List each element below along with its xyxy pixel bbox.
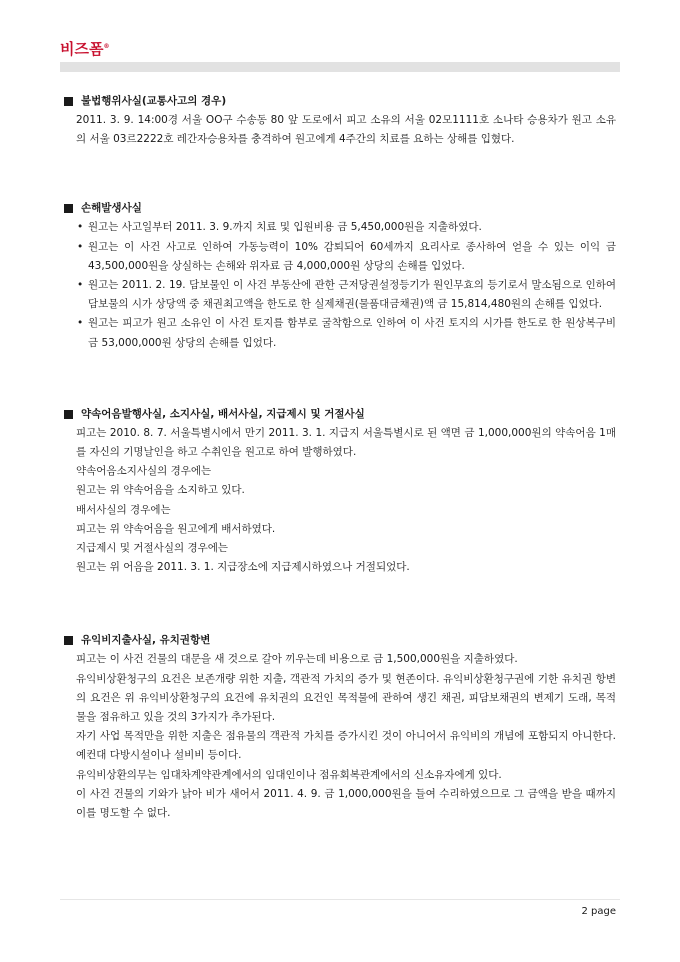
section-paragraph: 피고는 2010. 8. 7. 서울특별시에서 만기 2011. 3. 1. 지급지 서울특별시로 된 액면 금 1,000,000원의 약속어음 1매를 자신의 기명날인을 하고 수취인을 원고로 하여 발행하였다.: [76, 426, 616, 459]
footer-divider: [60, 899, 620, 900]
section-paragraph: 이 사건 건물의 기와가 낡아 비가 새어서 2011. 4. 9. 금 1,000,000원을 들여 수리하였으므로 그 금액을 받을 때까지 이를 명도할 수 없다.: [76, 787, 616, 820]
text-line: 원고는 위 어음을 2011. 3. 1. 지급장소에 지급제시하였으나 거절되었다.: [76, 561, 410, 574]
section-title: [64, 405, 616, 424]
square-bullet-icon: [64, 204, 73, 213]
square-bullet-icon: [64, 636, 73, 645]
bullet-dot-icon: •: [77, 317, 84, 330]
list-item: [64, 238, 616, 276]
list-item: [64, 314, 616, 352]
bullet-dot-icon: •: [77, 221, 84, 234]
section-title-text: 불법행위사실(교통사고의 경우): [81, 95, 227, 107]
text-line: 배서사실의 경우에는: [76, 503, 171, 516]
square-bullet-icon: [64, 97, 73, 106]
list-item-text: 원고는 이 사건 사고로 인하여 가동능력이 10% 감퇴되어 60세까지 요리사로 종사하여 얻을 수 있는 이익 금 43,500,000원을 상실하는 손해와 위자료 금 4,000,000원 상당의 손해를 입었다.: [88, 240, 616, 272]
text-line: 피고는 위 약속어음을 원고에게 배서하였다.: [76, 522, 276, 535]
section-useful-expense-facts: [64, 631, 616, 823]
document-body: [64, 92, 616, 823]
section-paragraph: 2011. 3. 9. 14:00경 서울 OO구 수송동 80 앞 도로에서 피고 소유의 서울 02모1111호 소나타 승용차가 원고 소유의 서울 03르2222호 레간자승용차를 충격하여 원고에게 4주간의 치료를 요하는 상해를 입혔다.: [76, 114, 616, 146]
section-paragraph: 자기 사업 목적만을 위한 지출은 점유물의 객관적 가치를 증가시킨 것이 아니어서 유익비의 개념에 포함되지 아니한다. 예컨대 다방시설이나 설비비 등이다.: [76, 730, 616, 762]
section-tort-facts: [64, 92, 616, 149]
list-item: [64, 218, 616, 237]
logo-text: 비즈폼: [60, 40, 104, 58]
section-title-text: 손해발생사실: [81, 202, 142, 215]
section-paragraph: 피고는 이 사건 건물의 대문을 새 것으로 갈아 끼우는데 비용으로 금 1,500,000원을 지출하였다.: [76, 653, 518, 666]
text-line: 원고는 위 약속어음을 소지하고 있다.: [76, 484, 245, 497]
section-title: [64, 631, 616, 650]
list-item-text: 원고는 2011. 2. 19. 담보물인 이 사건 부동산에 관한 근저당권설정등기가 원인무효의 등기로서 말소됨으로 인하여 담보물의 시가 상당액 중 채권최고액을 한도로 한 실제채권(물품대금채권)액 금 15,814,480원의 손해를 입었다.: [88, 279, 616, 311]
damage-list: [64, 218, 616, 352]
section-paragraph: 유익비상환청구의 요건은 보존개량 위한 지출, 객관적 가치의 증가 및 현존이다. 유익비상환청구권에 기한 유치권 항변의 요건은 위 유익비상환청구의 요건에 유치권의 요건인 목적물에 관하여 생긴 채권, 피담보채권의 변제기 도래, 목적물을 점유하고 있을 것의 3가지가 추가된다.: [76, 672, 616, 724]
section-title: [64, 92, 616, 111]
list-item-text: 원고는 피고가 원고 소유인 이 사건 토지를 함부로 굴착함으로 인하여 이 사건 토지의 시가를 한도로 한 원상복구비 금 53,000,000원 상당의 손해를 입었다.: [88, 317, 616, 349]
section-title-text: 유익비지출사실, 유치권항변: [81, 634, 211, 647]
bizform-logo: [60, 38, 109, 59]
bullet-dot-icon: •: [77, 240, 84, 253]
square-bullet-icon: [64, 410, 73, 419]
bullet-dot-icon: •: [77, 279, 84, 292]
page-number: 2 page: [581, 906, 616, 917]
list-item: [64, 276, 616, 314]
text-line: 지급제시 및 거절사실의 경우에는: [76, 542, 229, 555]
section-damage-facts: [64, 199, 616, 352]
section-title-text: 약속어음발행사실, 소지사실, 배서사실, 지급제시 및 거절사실: [81, 407, 365, 420]
text-line: 약속어음소지사실의 경우에는: [76, 465, 212, 478]
header-bar: [60, 62, 620, 72]
section-promissory-note-facts: [64, 405, 616, 578]
registered-mark: ®: [103, 43, 110, 50]
section-title: [64, 199, 616, 218]
section-paragraph: 유익비상환의무는 임대차계약관계에서의 임대인이나 점유회복관계에서의 신소유자에게 있다.: [76, 768, 502, 781]
list-item-text: 원고는 사고일부터 2011. 3. 9.까지 치료 및 입원비용 금 5,450,000원을 지출하였다.: [88, 221, 482, 234]
